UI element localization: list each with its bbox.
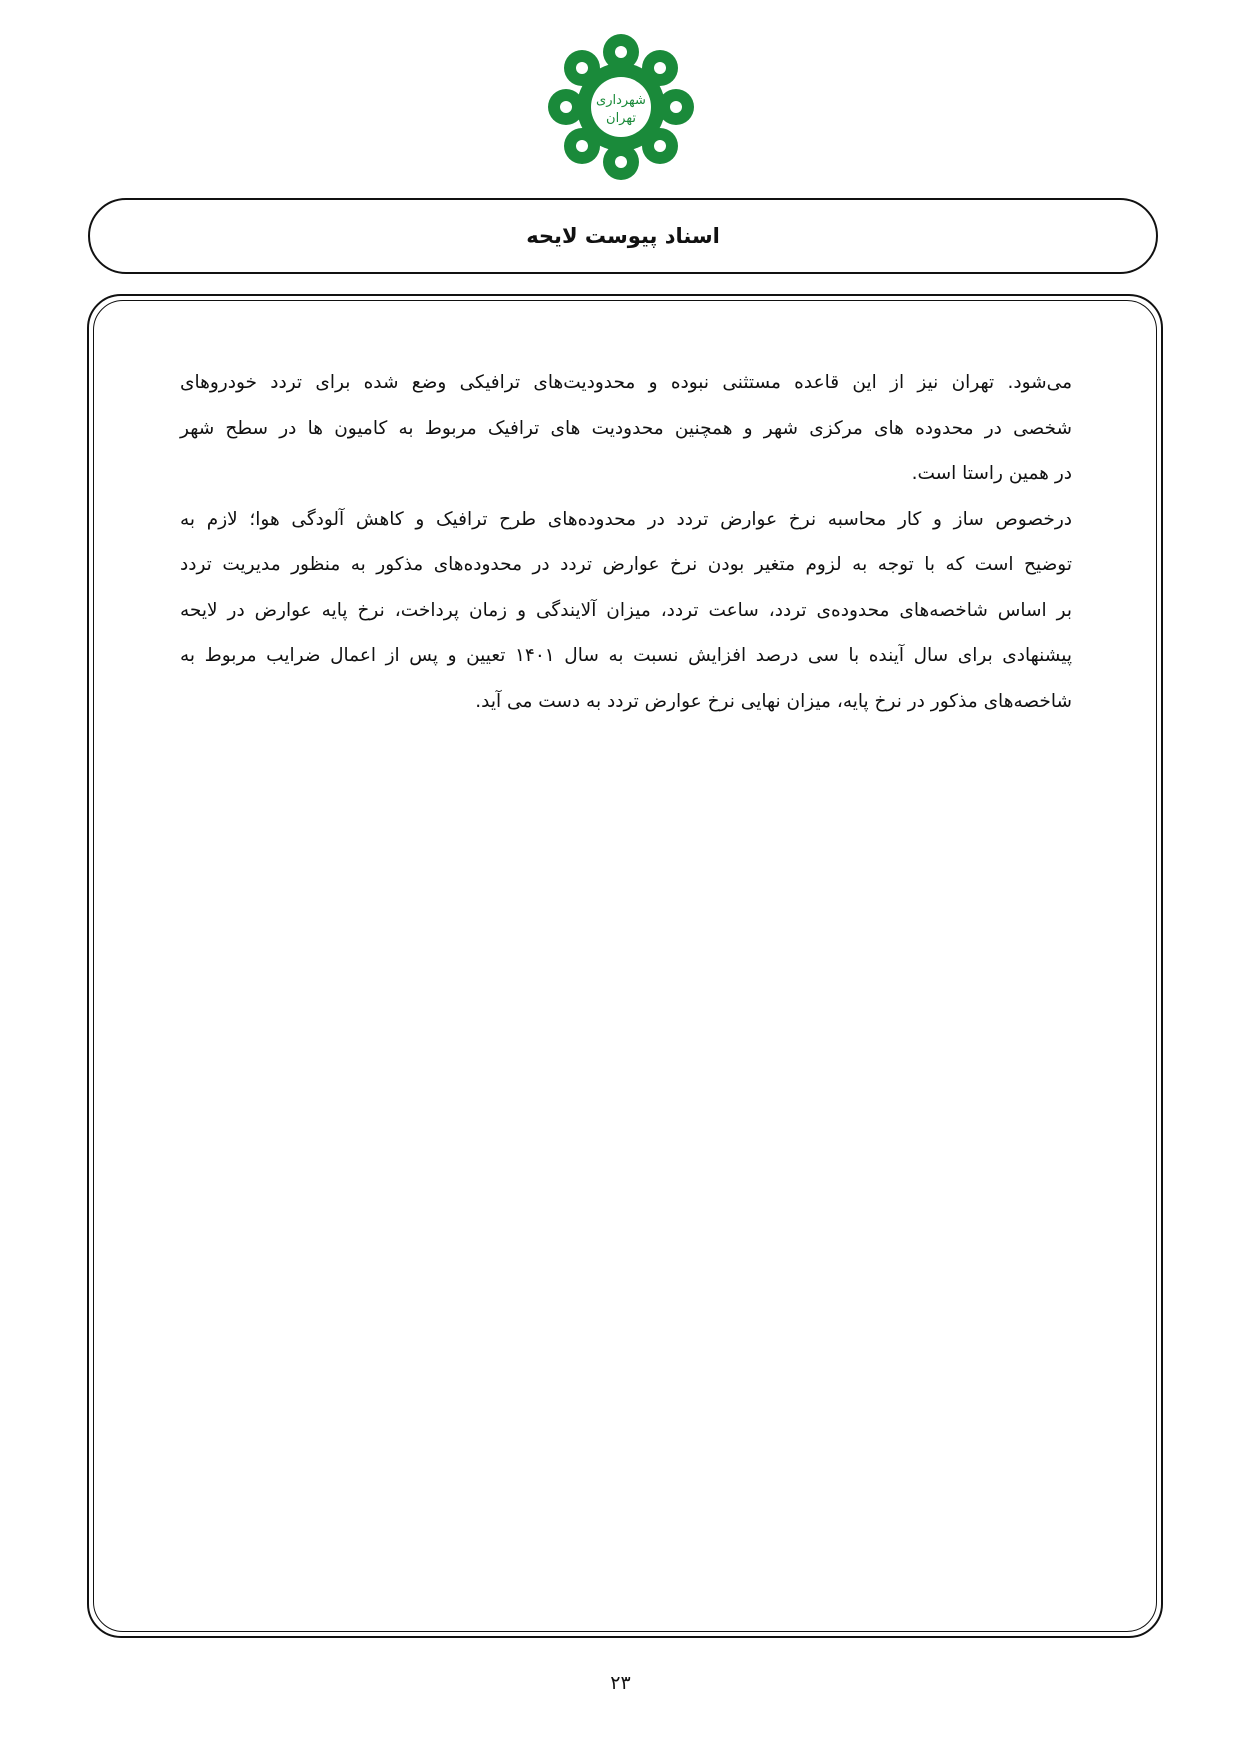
text-line: توضیح است که با توجه به لزوم متغیر بودن نرخ عوارض تردد در محدوده‌های مذکور به منظور مدیریت تردد xyxy=(180,554,1072,575)
text-line: در همین راستا است. xyxy=(911,463,1072,484)
header-title: اسناد پیوست لایحه xyxy=(526,224,720,248)
tehran-municipality-logo xyxy=(548,32,694,182)
text-line: پیشنهادی برای سال آینده با سی درصد افزایش نسبت به سال ۱۴۰۱ تعیین و پس از اعمال ضرایب مربوط به xyxy=(180,645,1072,666)
text-line: بر اساس شاخصه‌های محدوده‌ی تردد، ساعت تردد، میزان آلایندگی و زمان پرداخت، نرخ پایه عوارض در لایحه xyxy=(180,599,1072,621)
document-body xyxy=(180,360,1072,724)
paragraph-1 xyxy=(180,360,1072,497)
text-line: درخصوص ساز و کار محاسبه نرخ عوارض تردد در محدوده‌های طرح ترافیک و کاهش آلودگی هوا؛ لازم به xyxy=(180,508,1072,530)
svg-text:تهران: تهران xyxy=(606,111,636,126)
section-header xyxy=(88,198,1158,274)
page-number: ۲۳ xyxy=(610,1672,631,1694)
text-line: شاخصه‌های مذکور در نرخ پایه، میزان نهایی نرخ عوارض تردد به دست می آید. xyxy=(475,690,1072,712)
svg-text:شهرداری: شهرداری xyxy=(596,93,646,108)
text-line: می‌شود. تهران نیز از این قاعده مستثنی نبوده و محدودیت‌های ترافیکی وضع شده برای تردد خودروهای xyxy=(180,372,1072,393)
text-line: شخصی در محدوده های مرکزی شهر و همچنین محدودیت های ترافیک مربوط به کامیون ها در سطح شهر xyxy=(180,417,1072,439)
paragraph-2 xyxy=(180,497,1072,725)
